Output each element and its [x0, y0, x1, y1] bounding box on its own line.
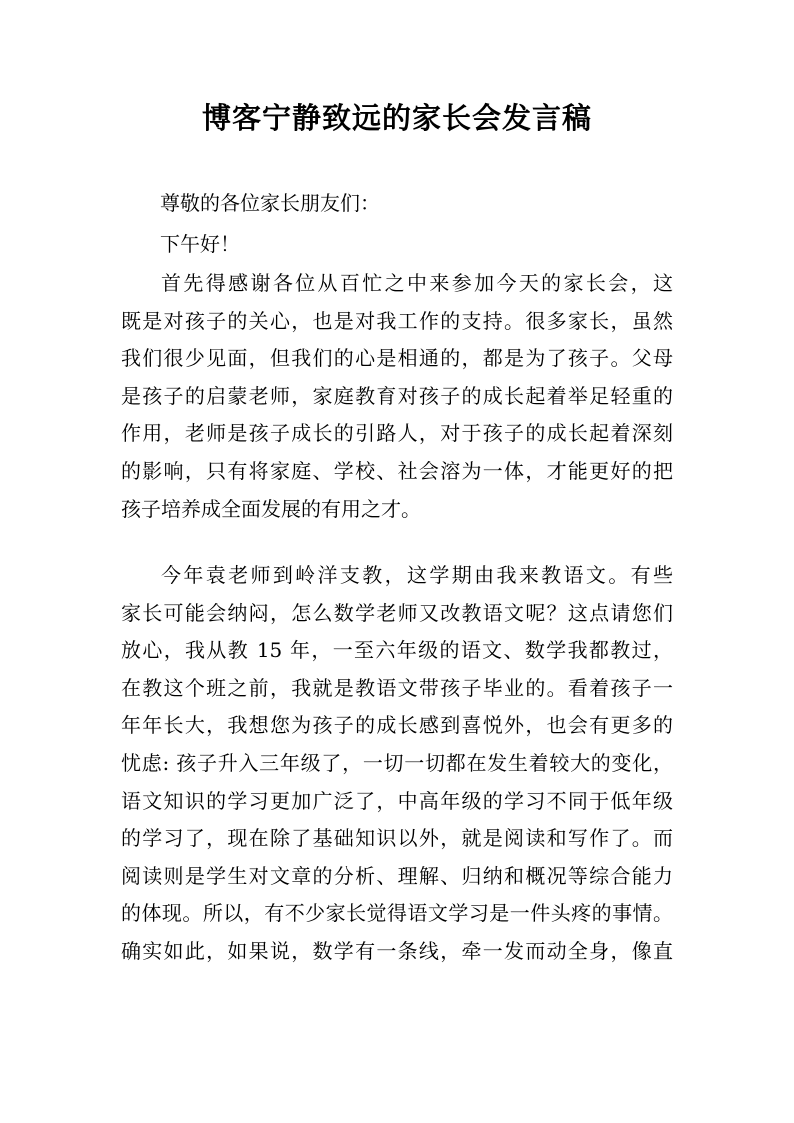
- paragraph-1: [121, 265, 673, 528]
- paragraph-line: 今年袁老师到岭洋支教，这学期由我来教语文。有些: [161, 563, 673, 587]
- paragraph-line: 在教这个班之前，我就是教语文带孩子毕业的。看着孩子一: [121, 675, 673, 700]
- salutation: 尊敬的各位家长朋友们：: [160, 191, 380, 215]
- paragraph-line: 作用，老师是孩子成长的引路人，对于孩子的成长起着深刻: [121, 421, 673, 446]
- paragraph-line: 既是对孩子的关心，也是对我工作的支持。很多家长，虽然: [121, 308, 673, 333]
- paragraph-line: 放心，我从教 15 年，一至六年级的语文、数学我都教过，: [121, 638, 673, 663]
- greeting: 下午好！: [160, 232, 240, 256]
- paragraph-line: 年年长大，我想您为孩子的成长感到喜悦外，也会有更多的: [121, 713, 673, 738]
- document-title: 博客宁静致远的家长会发言稿: [201, 101, 592, 135]
- paragraph-2: [121, 557, 673, 971]
- paragraph-line: 忧虑: 孩子升入三年级了，一切一切都在发生着较大的变化，: [121, 750, 673, 775]
- paragraph-line: 的学习了，现在除了基础知识以外，就是阅读和写作了。而: [121, 826, 673, 851]
- paragraph-line: 阅读则是学生对文章的分析、理解、归纳和概况等综合能力: [121, 863, 673, 888]
- paragraph-line: 首先得感谢各位从百忙之中来参加今天的家长会，这: [161, 271, 673, 295]
- paragraph-line: 的影响，只有将家庭、学校、社会溶为一体，才能更好的把: [121, 458, 673, 483]
- paragraph-line: 是孩子的启蒙老师，家庭教育对孩子的成长起着举足轻重的: [121, 383, 673, 408]
- paragraph-line: 确实如此，如果说，数学有一条线，牵一发而动全身，像直: [121, 938, 673, 963]
- paragraph-line: 我们很少见面，但我们的心是相通的，都是为了孩子。父母: [121, 346, 673, 371]
- paragraph-line: 家长可能会纳闷，怎么数学老师又改教语文呢？这点请您们: [121, 600, 673, 625]
- paragraph-line: 语文知识的学习更加广泛了，中高年级的学习不同于低年级: [121, 788, 673, 813]
- paragraph-line: 孩子培养成全面发展的有用之才。: [121, 496, 421, 521]
- paragraph-line: 的体现。所以，有不少家长觉得语文学习是一件头疼的事情。: [121, 901, 673, 926]
